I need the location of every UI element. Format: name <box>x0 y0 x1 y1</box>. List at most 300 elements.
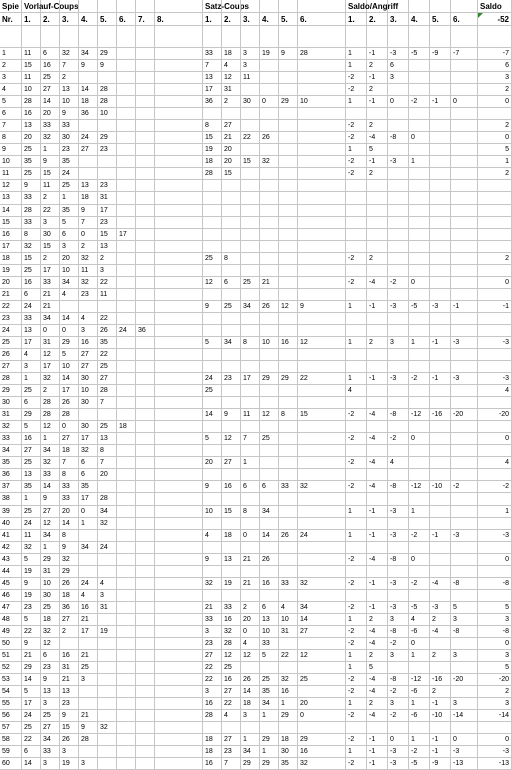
satz-cell[interactable] <box>260 265 279 277</box>
saldo-angriff-cell[interactable]: 3 <box>388 337 409 349</box>
saldo-angriff-cell[interactable]: -20 <box>451 409 478 421</box>
satz-cell[interactable]: 22 <box>279 650 298 662</box>
satz-cell[interactable]: 33 <box>279 481 298 493</box>
vorlauf-cell[interactable] <box>98 409 117 421</box>
saldo-angriff-cell[interactable]: -3 <box>451 746 478 758</box>
saldo-angriff-cell[interactable] <box>346 217 367 229</box>
saldo-angriff-cell[interactable]: -1 <box>367 48 388 60</box>
saldo-angriff-cell[interactable] <box>430 493 451 506</box>
saldo-cell[interactable] <box>478 192 512 205</box>
saldo-cell[interactable] <box>478 445 512 457</box>
saldo-angriff-cell[interactable]: 1 <box>346 698 367 710</box>
saldo-cell[interactable] <box>478 325 512 337</box>
header-vorlauf-cell[interactable] <box>98 0 117 13</box>
satz-cell[interactable]: 4 <box>222 710 241 722</box>
row-number[interactable]: 12 <box>0 180 22 192</box>
vorlauf-cell[interactable]: 26 <box>60 578 79 590</box>
vorlauf-cell[interactable]: 1 <box>79 518 98 530</box>
row-number[interactable]: 18 <box>0 253 22 265</box>
satz-cell[interactable]: 9 <box>203 554 222 566</box>
saldo-angriff-cell[interactable]: -4 <box>367 686 388 698</box>
satz-cell[interactable] <box>260 253 279 265</box>
vorlauf-cell[interactable] <box>155 674 203 686</box>
vorlauf-cell[interactable] <box>136 506 155 518</box>
satz-cell[interactable]: 22 <box>203 674 222 686</box>
vorlauf-cell[interactable] <box>79 698 98 710</box>
saldo-angriff-cell[interactable] <box>451 566 478 578</box>
vorlauf-cell[interactable]: 18 <box>41 614 60 626</box>
saldo-angriff-cell[interactable] <box>430 229 451 241</box>
saldo-angriff-cell[interactable]: 0 <box>451 96 478 108</box>
satz-cell[interactable]: 20 <box>241 614 260 626</box>
satz-cell[interactable] <box>241 493 260 506</box>
row-number[interactable]: 6 <box>0 108 22 120</box>
vorlauf-cell[interactable]: 32 <box>79 253 98 265</box>
satz-cell[interactable] <box>279 84 298 96</box>
vorlauf-cell[interactable]: 13 <box>41 686 60 698</box>
vorlauf-cell[interactable] <box>155 614 203 626</box>
vorlauf-cell[interactable] <box>136 457 155 469</box>
vorlauf-cell[interactable]: 32 <box>98 518 117 530</box>
vorlauf-cell[interactable] <box>136 192 155 205</box>
saldo-angriff-cell[interactable] <box>388 385 409 397</box>
saldo-angriff-cell[interactable] <box>409 180 430 192</box>
satz-cell[interactable] <box>241 253 260 265</box>
vorlauf-cell[interactable] <box>136 217 155 229</box>
saldo-angriff-cell[interactable] <box>388 361 409 373</box>
satz-cell[interactable] <box>203 722 222 734</box>
saldo-angriff-cell[interactable] <box>451 289 478 301</box>
satz-cell[interactable] <box>279 566 298 578</box>
header-saldo-angriff-4[interactable]: 4. <box>409 13 430 26</box>
vorlauf-cell[interactable]: 21 <box>60 674 79 686</box>
vorlauf-cell[interactable]: 27 <box>41 506 60 518</box>
saldo-angriff-cell[interactable]: 2 <box>367 253 388 265</box>
saldo-angriff-cell[interactable] <box>430 590 451 602</box>
row-number[interactable]: 39 <box>0 506 22 518</box>
saldo-cell[interactable]: -8 <box>478 578 512 590</box>
vorlauf-cell[interactable]: 11 <box>41 180 60 192</box>
satz-cell[interactable]: 4 <box>222 60 241 72</box>
satz-cell[interactable] <box>203 241 222 253</box>
saldo-angriff-cell[interactable]: -4 <box>430 578 451 590</box>
satz-cell[interactable] <box>222 493 241 506</box>
satz-cell[interactable]: 19 <box>203 144 222 156</box>
empty-cell[interactable] <box>346 26 367 48</box>
vorlauf-cell[interactable] <box>155 241 203 253</box>
vorlauf-cell[interactable] <box>136 361 155 373</box>
vorlauf-cell[interactable] <box>98 566 117 578</box>
saldo-angriff-cell[interactable]: -8 <box>388 674 409 686</box>
saldo-cell[interactable]: 3 <box>478 72 512 84</box>
saldo-angriff-cell[interactable]: 3 <box>388 698 409 710</box>
row-number[interactable]: 2 <box>0 60 22 72</box>
header-satz-cell[interactable] <box>279 0 298 13</box>
vorlauf-cell[interactable]: 18 <box>79 96 98 108</box>
vorlauf-cell[interactable] <box>155 253 203 265</box>
vorlauf-cell[interactable] <box>155 373 203 385</box>
vorlauf-cell[interactable]: 32 <box>41 457 60 469</box>
saldo-angriff-cell[interactable] <box>367 542 388 554</box>
satz-cell[interactable] <box>222 265 241 277</box>
vorlauf-cell[interactable] <box>155 72 203 84</box>
satz-cell[interactable] <box>279 241 298 253</box>
vorlauf-cell[interactable]: 9 <box>41 493 60 506</box>
saldo-angriff-cell[interactable]: 1 <box>346 373 367 385</box>
saldo-angriff-cell[interactable] <box>451 493 478 506</box>
saldo-angriff-cell[interactable]: -8 <box>451 578 478 590</box>
saldo-angriff-cell[interactable]: 1 <box>346 506 367 518</box>
saldo-cell[interactable]: 5 <box>478 602 512 614</box>
satz-cell[interactable] <box>260 385 279 397</box>
vorlauf-cell[interactable]: 11 <box>22 530 41 542</box>
saldo-angriff-cell[interactable]: 0 <box>409 554 430 566</box>
vorlauf-cell[interactable] <box>136 373 155 385</box>
satz-cell[interactable] <box>260 144 279 156</box>
saldo-angriff-cell[interactable]: 0 <box>388 734 409 746</box>
saldo-cell[interactable] <box>478 349 512 361</box>
vorlauf-cell[interactable] <box>79 638 98 650</box>
satz-cell[interactable] <box>298 277 346 289</box>
vorlauf-cell[interactable]: 12 <box>41 349 60 361</box>
empty-cell[interactable] <box>279 26 298 48</box>
vorlauf-cell[interactable] <box>155 96 203 108</box>
vorlauf-cell[interactable] <box>136 674 155 686</box>
vorlauf-cell[interactable]: 28 <box>98 385 117 397</box>
vorlauf-cell[interactable]: 28 <box>22 205 41 217</box>
header-saldo-angriff-cell[interactable] <box>451 0 478 13</box>
saldo-angriff-cell[interactable]: -3 <box>388 578 409 590</box>
vorlauf-cell[interactable]: 24 <box>79 132 98 144</box>
saldo-angriff-cell[interactable] <box>451 686 478 698</box>
vorlauf-cell[interactable] <box>136 409 155 421</box>
satz-cell[interactable] <box>260 120 279 132</box>
empty-cell[interactable] <box>222 26 241 48</box>
satz-cell[interactable]: 7 <box>222 758 241 770</box>
saldo-cell[interactable] <box>478 217 512 229</box>
vorlauf-cell[interactable]: 10 <box>60 265 79 277</box>
satz-cell[interactable] <box>298 445 346 457</box>
saldo-angriff-cell[interactable]: 2 <box>367 120 388 132</box>
row-number[interactable]: 49 <box>0 626 22 638</box>
vorlauf-cell[interactable]: 28 <box>79 734 98 746</box>
satz-cell[interactable]: 24 <box>203 373 222 385</box>
saldo-angriff-cell[interactable] <box>451 361 478 373</box>
saldo-cell[interactable] <box>478 108 512 120</box>
satz-cell[interactable] <box>203 542 222 554</box>
saldo-angriff-cell[interactable]: -3 <box>451 337 478 349</box>
satz-cell[interactable]: 34 <box>298 602 346 614</box>
saldo-angriff-cell[interactable]: -7 <box>451 48 478 60</box>
saldo-angriff-cell[interactable] <box>451 84 478 96</box>
empty-cell[interactable] <box>430 26 451 48</box>
saldo-angriff-cell[interactable] <box>451 241 478 253</box>
vorlauf-cell[interactable]: 21 <box>79 710 98 722</box>
vorlauf-cell[interactable] <box>155 638 203 650</box>
satz-cell[interactable]: 25 <box>298 674 346 686</box>
vorlauf-cell[interactable] <box>117 710 136 722</box>
saldo-angriff-cell[interactable]: 1 <box>346 48 367 60</box>
vorlauf-cell[interactable] <box>155 156 203 168</box>
vorlauf-cell[interactable] <box>155 650 203 662</box>
saldo-angriff-cell[interactable] <box>409 60 430 72</box>
saldo-angriff-cell[interactable]: -4 <box>367 433 388 445</box>
saldo-angriff-cell[interactable]: 3 <box>388 72 409 84</box>
saldo-angriff-cell[interactable]: -2 <box>388 710 409 722</box>
satz-cell[interactable] <box>298 361 346 373</box>
vorlauf-cell[interactable] <box>155 313 203 325</box>
saldo-cell[interactable]: 1 <box>478 506 512 518</box>
saldo-angriff-cell[interactable] <box>430 84 451 96</box>
satz-cell[interactable] <box>298 108 346 120</box>
vorlauf-cell[interactable] <box>136 758 155 770</box>
saldo-angriff-cell[interactable] <box>451 205 478 217</box>
saldo-angriff-cell[interactable]: -1 <box>430 373 451 385</box>
row-number[interactable]: 58 <box>0 734 22 746</box>
vorlauf-cell[interactable]: 29 <box>22 409 41 421</box>
satz-cell[interactable]: 34 <box>260 698 279 710</box>
satz-cell[interactable] <box>241 144 260 156</box>
satz-cell[interactable]: 21 <box>241 554 260 566</box>
vorlauf-cell[interactable]: 15 <box>22 60 41 72</box>
vorlauf-cell[interactable] <box>60 638 79 650</box>
saldo-angriff-cell[interactable] <box>409 722 430 734</box>
saldo-cell[interactable]: 5 <box>478 662 512 674</box>
vorlauf-cell[interactable]: 1 <box>22 373 41 385</box>
saldo-angriff-cell[interactable] <box>388 168 409 180</box>
vorlauf-cell[interactable] <box>117 96 136 108</box>
header-vorlauf-5[interactable]: 5. <box>98 13 117 26</box>
vorlauf-cell[interactable] <box>117 758 136 770</box>
satz-cell[interactable]: 10 <box>279 614 298 626</box>
vorlauf-cell[interactable] <box>117 168 136 180</box>
saldo-angriff-cell[interactable] <box>430 168 451 180</box>
vorlauf-cell[interactable] <box>136 722 155 734</box>
vorlauf-cell[interactable] <box>155 48 203 60</box>
vorlauf-cell[interactable]: 17 <box>60 385 79 397</box>
satz-cell[interactable] <box>298 493 346 506</box>
saldo-angriff-cell[interactable]: 4 <box>409 614 430 626</box>
saldo-angriff-cell[interactable]: -2 <box>346 674 367 686</box>
vorlauf-cell[interactable] <box>117 566 136 578</box>
vorlauf-cell[interactable] <box>136 542 155 554</box>
vorlauf-cell[interactable] <box>155 337 203 349</box>
vorlauf-cell[interactable] <box>98 674 117 686</box>
satz-cell[interactable] <box>260 361 279 373</box>
saldo-angriff-cell[interactable] <box>388 445 409 457</box>
saldo-angriff-cell[interactable] <box>346 542 367 554</box>
satz-cell[interactable] <box>260 445 279 457</box>
saldo-angriff-cell[interactable]: -4 <box>367 409 388 421</box>
saldo-angriff-cell[interactable]: 3 <box>451 614 478 626</box>
saldo-angriff-cell[interactable] <box>451 168 478 180</box>
vorlauf-cell[interactable] <box>117 469 136 481</box>
satz-cell[interactable] <box>222 180 241 192</box>
satz-cell[interactable] <box>298 144 346 156</box>
vorlauf-cell[interactable]: 25 <box>22 722 41 734</box>
vorlauf-cell[interactable]: 19 <box>98 626 117 638</box>
vorlauf-cell[interactable] <box>155 518 203 530</box>
saldo-cell[interactable]: -3 <box>478 530 512 542</box>
vorlauf-cell[interactable]: 20 <box>41 108 60 120</box>
vorlauf-cell[interactable]: 21 <box>79 650 98 662</box>
saldo-cell[interactable] <box>478 361 512 373</box>
satz-cell[interactable] <box>241 265 260 277</box>
vorlauf-cell[interactable] <box>136 710 155 722</box>
vorlauf-cell[interactable] <box>136 156 155 168</box>
vorlauf-cell[interactable] <box>98 710 117 722</box>
vorlauf-cell[interactable]: 17 <box>79 626 98 638</box>
satz-cell[interactable]: 22 <box>241 132 260 144</box>
saldo-angriff-cell[interactable]: -3 <box>388 301 409 313</box>
empty-cell[interactable] <box>98 26 117 48</box>
vorlauf-cell[interactable]: 7 <box>60 457 79 469</box>
satz-cell[interactable] <box>279 518 298 530</box>
vorlauf-cell[interactable]: 8 <box>98 445 117 457</box>
vorlauf-cell[interactable]: 35 <box>98 337 117 349</box>
vorlauf-cell[interactable] <box>117 433 136 445</box>
vorlauf-cell[interactable] <box>117 686 136 698</box>
satz-cell[interactable]: 8 <box>241 337 260 349</box>
vorlauf-cell[interactable]: 28 <box>41 409 60 421</box>
saldo-angriff-cell[interactable] <box>346 566 367 578</box>
satz-cell[interactable] <box>260 217 279 229</box>
vorlauf-cell[interactable]: 27 <box>79 349 98 361</box>
saldo-angriff-cell[interactable] <box>451 722 478 734</box>
satz-cell[interactable]: 26 <box>279 530 298 542</box>
vorlauf-cell[interactable] <box>155 626 203 638</box>
row-number[interactable]: 25 <box>0 337 22 349</box>
satz-cell[interactable] <box>298 156 346 168</box>
saldo-angriff-cell[interactable]: -10 <box>430 481 451 493</box>
satz-cell[interactable]: 23 <box>203 638 222 650</box>
vorlauf-cell[interactable] <box>136 277 155 289</box>
satz-cell[interactable]: 33 <box>279 578 298 590</box>
satz-cell[interactable]: 7 <box>203 60 222 72</box>
vorlauf-cell[interactable]: 20 <box>98 469 117 481</box>
satz-cell[interactable] <box>222 205 241 217</box>
vorlauf-cell[interactable] <box>136 469 155 481</box>
vorlauf-cell[interactable]: 15 <box>98 229 117 241</box>
saldo-angriff-cell[interactable]: -1 <box>367 746 388 758</box>
saldo-angriff-cell[interactable]: 4 <box>388 457 409 469</box>
satz-cell[interactable] <box>241 205 260 217</box>
vorlauf-cell[interactable]: 9 <box>22 578 41 590</box>
vorlauf-cell[interactable]: 28 <box>41 397 60 409</box>
vorlauf-cell[interactable]: 16 <box>22 108 41 120</box>
satz-cell[interactable] <box>260 325 279 337</box>
saldo-cell[interactable] <box>478 566 512 578</box>
satz-cell[interactable] <box>260 108 279 120</box>
saldo-angriff-cell[interactable] <box>367 361 388 373</box>
saldo-angriff-cell[interactable] <box>346 421 367 433</box>
vorlauf-cell[interactable] <box>136 602 155 614</box>
satz-cell[interactable]: 35 <box>260 686 279 698</box>
vorlauf-cell[interactable] <box>98 638 117 650</box>
satz-cell[interactable] <box>241 217 260 229</box>
satz-cell[interactable]: 20 <box>203 457 222 469</box>
vorlauf-cell[interactable]: 20 <box>22 132 41 144</box>
vorlauf-cell[interactable]: 10 <box>22 84 41 96</box>
header-satz-2[interactable]: 2. <box>222 13 241 26</box>
vorlauf-cell[interactable] <box>98 734 117 746</box>
saldo-angriff-cell[interactable]: 2 <box>367 337 388 349</box>
saldo-angriff-cell[interactable] <box>451 554 478 566</box>
saldo-angriff-cell[interactable] <box>430 722 451 734</box>
satz-cell[interactable]: 4 <box>241 638 260 650</box>
row-number[interactable]: 37 <box>0 481 22 493</box>
satz-cell[interactable]: 27 <box>222 120 241 132</box>
satz-cell[interactable] <box>241 192 260 205</box>
vorlauf-cell[interactable] <box>155 397 203 409</box>
saldo-angriff-cell[interactable]: 3 <box>451 650 478 662</box>
satz-cell[interactable] <box>260 662 279 674</box>
saldo-angriff-cell[interactable]: 3 <box>388 650 409 662</box>
vorlauf-cell[interactable]: 18 <box>60 590 79 602</box>
vorlauf-cell[interactable] <box>136 241 155 253</box>
row-number[interactable]: 8 <box>0 132 22 144</box>
vorlauf-cell[interactable]: 23 <box>98 180 117 192</box>
saldo-angriff-cell[interactable] <box>451 457 478 469</box>
saldo-angriff-cell[interactable]: -2 <box>346 602 367 614</box>
saldo-angriff-cell[interactable]: -4 <box>367 481 388 493</box>
row-number[interactable]: 21 <box>0 289 22 301</box>
saldo-angriff-cell[interactable]: 1 <box>409 650 430 662</box>
vorlauf-cell[interactable] <box>117 361 136 373</box>
satz-cell[interactable]: 8 <box>203 120 222 132</box>
header-satz-cell[interactable] <box>298 0 346 13</box>
row-number[interactable]: 14 <box>0 205 22 217</box>
vorlauf-cell[interactable] <box>136 96 155 108</box>
satz-cell[interactable] <box>260 72 279 84</box>
row-number[interactable]: 45 <box>0 578 22 590</box>
header-vorlauf-4[interactable]: 4. <box>79 13 98 26</box>
saldo-angriff-cell[interactable] <box>430 120 451 132</box>
satz-cell[interactable] <box>241 289 260 301</box>
row-number[interactable]: 7 <box>0 120 22 132</box>
satz-cell[interactable]: 16 <box>260 578 279 590</box>
vorlauf-cell[interactable]: 5 <box>60 217 79 229</box>
satz-cell[interactable]: 32 <box>298 758 346 770</box>
vorlauf-cell[interactable]: 24 <box>98 542 117 554</box>
satz-cell[interactable]: 15 <box>241 156 260 168</box>
saldo-angriff-cell[interactable] <box>409 493 430 506</box>
saldo-angriff-cell[interactable] <box>367 325 388 337</box>
vorlauf-cell[interactable]: 6 <box>60 229 79 241</box>
row-number[interactable]: 10 <box>0 156 22 168</box>
satz-cell[interactable]: 22 <box>298 373 346 385</box>
row-number[interactable]: 32 <box>0 421 22 433</box>
vorlauf-cell[interactable] <box>117 217 136 229</box>
row-number[interactable]: 40 <box>0 518 22 530</box>
satz-cell[interactable]: 23 <box>222 746 241 758</box>
vorlauf-cell[interactable]: 11 <box>22 48 41 60</box>
satz-cell[interactable]: 3 <box>241 60 260 72</box>
vorlauf-cell[interactable] <box>155 421 203 433</box>
saldo-angriff-cell[interactable] <box>388 253 409 265</box>
saldo-angriff-cell[interactable]: -2 <box>346 686 367 698</box>
vorlauf-cell[interactable] <box>117 48 136 60</box>
satz-cell[interactable]: 27 <box>203 650 222 662</box>
vorlauf-cell[interactable]: 26 <box>60 397 79 409</box>
satz-cell[interactable]: 13 <box>260 614 279 626</box>
row-number[interactable]: 59 <box>0 746 22 758</box>
vorlauf-cell[interactable] <box>155 120 203 132</box>
saldo-angriff-cell[interactable] <box>430 421 451 433</box>
saldo-angriff-cell[interactable]: -4 <box>367 710 388 722</box>
vorlauf-cell[interactable]: 24 <box>22 518 41 530</box>
satz-cell[interactable]: 29 <box>241 758 260 770</box>
